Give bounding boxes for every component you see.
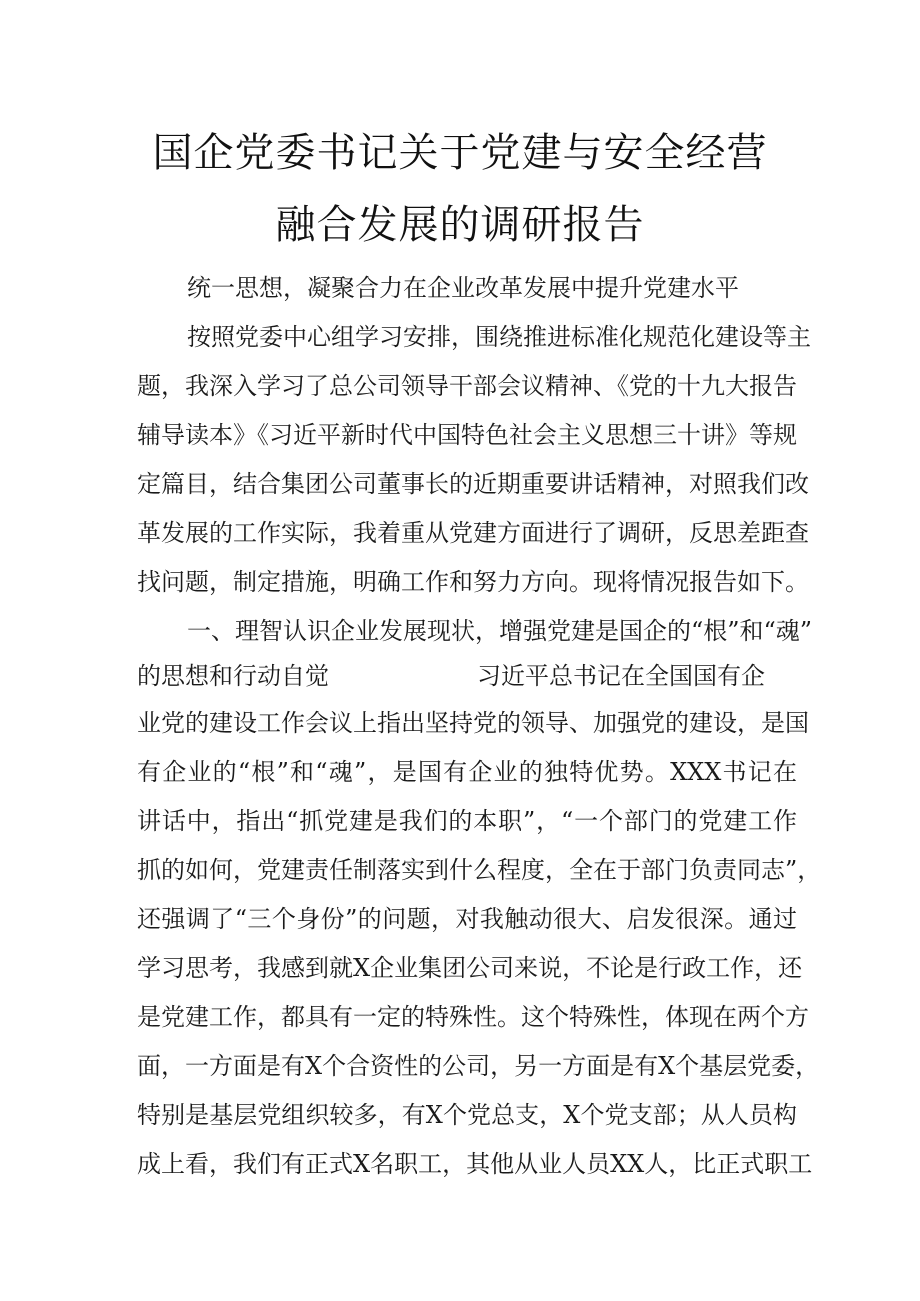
paragraph-2-line: 抓的如何，党建责任制落实到什么程度，全在于部门负责同志”， [137,856,822,884]
document-title-line-2: 融合发展的调研报告 [275,202,645,248]
paragraph-1-line: 题，我深入学习了总公司领导干部会议精神、《党的十九大报告 [137,372,797,400]
paragraph-1-line: 找问题，制定措施，明确工作和努力方向。现将情况报告如下。 [137,568,809,596]
paragraph-1-line: 辅导读本》《习近平新时代中国特色社会主义思想三十讲》等规 [137,421,797,449]
paragraph-2-line: 有企业的“根”和“魂”，是国有企业的独特优势。XXX书记在 [137,758,797,786]
subheading: 统一思想，凝聚合力在企业改革发展中提升党建水平 [187,274,739,302]
paragraph-2-line: 特别是基层党组织较多，有X个党总支，X个党支部；从人员构 [137,1101,797,1129]
paragraph-2-line: 成上看，我们有正式X名职工，其他从业人员XX人，比正式职工 [137,1150,813,1178]
paragraph-1-line: 按照党委中心组学习安排，围绕推进标准化规范化建设等主 [187,323,811,351]
paragraph-2-line: 是党建工作，都具有一定的特殊性。这个特殊性，体现在两个方 [137,1003,809,1031]
paragraph-2-line: 讲话中，指出“抓党建是我们的本职”，“一个部门的党建工作 [137,807,797,835]
section-1-heading-continued: 的思想和行动自觉 [137,662,329,690]
paragraph-2-start: 习近平总书记在全国国有企 [477,662,765,690]
paragraph-2-line: 业党的建设工作会议上指出坚持党的领导、加强党的建设，是国 [137,709,809,737]
paragraph-1-line: 定篇目，结合集团公司董事长的近期重要讲话精神，对照我们改 [137,470,809,498]
paragraph-2-line: 学习思考，我感到就X企业集团公司来说，不论是行政工作，还 [137,954,803,982]
paragraph-2-line: 还强调了“三个身份”的问题，对我触动很大、启发很深。通过 [137,905,797,933]
paragraph-2-line: 面，一方面是有X个合资性的公司，另一方面是有X个基层党委， [137,1052,820,1080]
paragraph-1-line: 革发展的工作实际，我着重从党建方面进行了调研，反思差距查 [137,519,809,547]
document-title-line-1: 国企党委书记关于党建与安全经营 [152,130,768,176]
section-1-heading: 一、理智认识企业发展现状，增强党建是国企的“根”和“魂” [187,617,813,645]
